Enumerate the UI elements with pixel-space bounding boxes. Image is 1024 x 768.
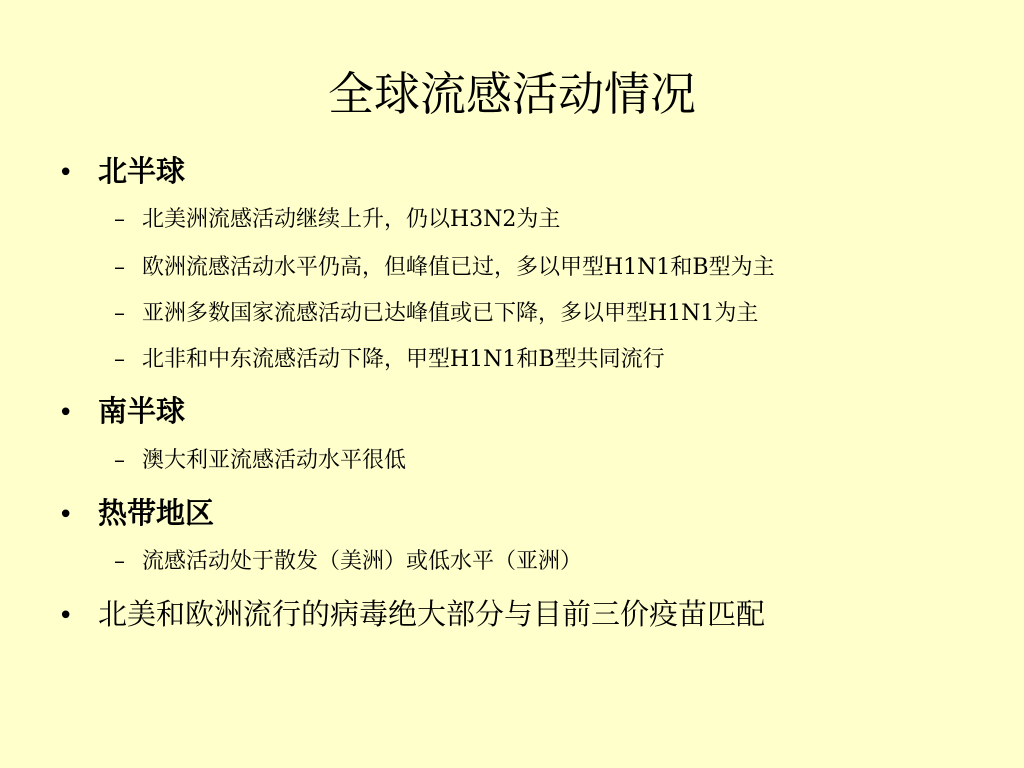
dash-icon: – (114, 549, 125, 574)
section-heading-text: 南半球 (98, 394, 186, 428)
list-item-text: 北美洲流感活动继续上升，仍以H3N2为主 (142, 207, 561, 232)
slide-title: 全球流感活动情况 (328, 67, 696, 121)
list-item (114, 252, 775, 284)
dash-icon: – (114, 207, 125, 232)
list-item (114, 204, 560, 236)
list-item-text: 澳大利亚流感活动水平很低 (142, 448, 407, 473)
list-item (114, 344, 665, 376)
list-item (114, 298, 758, 330)
bullet-icon: • (58, 601, 74, 631)
section-heading-text: 热带地区 (98, 496, 215, 530)
list-item-text: 北非和中东流感活动下降，甲型H1N1和B型共同流行 (142, 347, 665, 372)
bullet-icon: • (58, 398, 74, 428)
list-item-text: 亚洲多数国家流感活动已达峰值或已下降，多以甲型H1N1为主 (142, 301, 759, 326)
bullet-icon: • (58, 158, 74, 188)
dash-icon: – (114, 255, 125, 280)
section-heading-tropics (58, 493, 214, 535)
list-item (114, 546, 582, 578)
final-point-text: 北美和欧洲流行的病毒绝大部分与目前三价疫苗匹配 (98, 597, 766, 631)
section-heading-text: 北半球 (98, 154, 186, 188)
section-heading-northern-hemisphere (58, 151, 185, 193)
bullet-icon: • (58, 500, 74, 530)
list-item-text: 流感活动处于散发（美洲）或低水平（亚洲） (142, 549, 583, 574)
dash-icon: – (114, 347, 125, 372)
section-heading-southern-hemisphere (58, 391, 185, 433)
final-point (58, 594, 765, 636)
dash-icon: – (114, 448, 125, 473)
list-item-text: 欧洲流感活动水平仍高，但峰值已过，多以甲型H1N1和B型为主 (142, 255, 775, 280)
dash-icon: – (114, 301, 125, 326)
list-item (114, 445, 406, 477)
